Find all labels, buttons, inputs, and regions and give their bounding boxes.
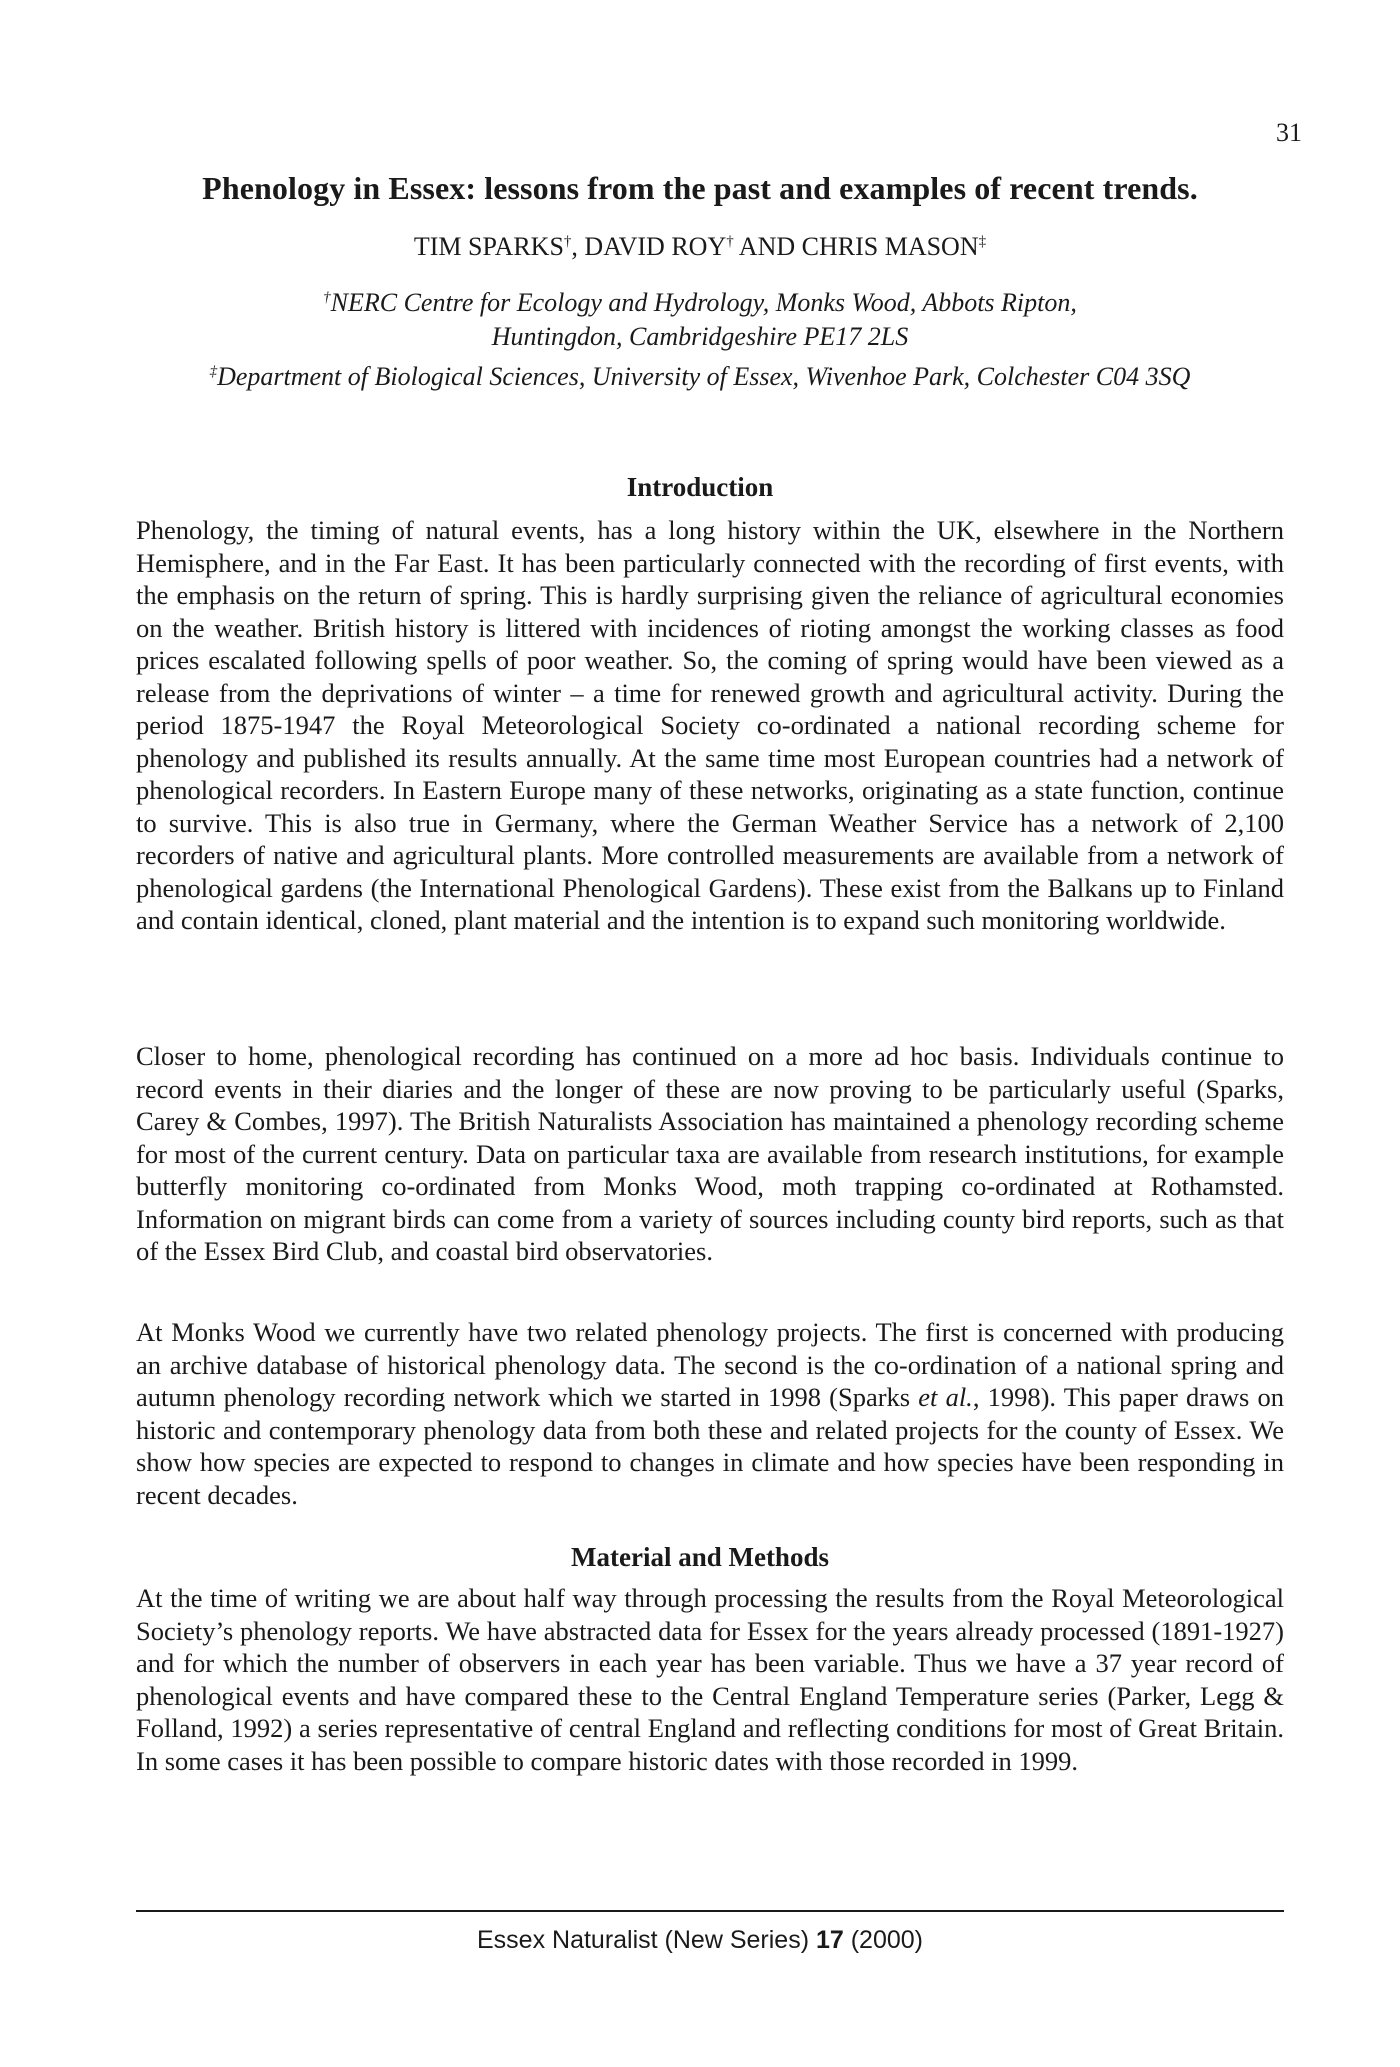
- journal-name: Essex Naturalist (New Series): [476, 1926, 816, 1954]
- author-name: AND CHRIS MASON: [733, 232, 979, 261]
- footer-divider: [136, 1910, 1284, 1912]
- author-name: , DAVID ROY: [571, 232, 727, 261]
- methods-paragraph-1: At the time of writing we are about half way through processing the results from the Royal Meteorological Society’s phenology reports. We have abstracted data for Essex for the years already processed (1891-1927) and for which the number of observers in each year has been variable. Thus we have a 37 year record of phenological events and have compared these to the Central England Temperature series (Parker, Legg & Folland, 1992) a series representative of central England and reflecting conditions for most of Great Britain. In some cases it has been possible to compare historic dates with those recorded in 1999.: [136, 1583, 1284, 1776]
- paragraph-text: At Monks Wood we currently have two related phenology projects. The first is concerned with producing an archive database of historical phenology data. The second is the co-ordination of a national spring and autumn phenology recording network which we started in 1998 (Sparks: [136, 1317, 1284, 1412]
- intro-paragraph-2: Closer to home, phenological recording has continued on a more ad hoc basis. Individuals continue to record events in their diaries and the longer of these are now proving to be particularly useful (Sparks, Carey & Combes, 1997). The British Naturalists Association has maintained a phenology recording scheme for most of the current century. Data on particular taxa are available from research institutions, for example butterfly monitoring co-ordinated from Monks Wood, moth trapping co-ordinated at Rothamsted. Information on migrant birds can come from a variety of sources including county bird reports, such as that of the Essex Bird Club, and coastal bird observatories.: [136, 1041, 1284, 1266]
- author-line: [0, 232, 1400, 262]
- affiliation-line: [0, 360, 1400, 394]
- affiliation-essex: [0, 360, 1400, 394]
- page-number: 31: [1276, 118, 1302, 147]
- affiliation-nerc: [0, 286, 1400, 354]
- footnote-mark: ‡: [978, 233, 987, 250]
- footnote-mark: ‡: [209, 363, 218, 380]
- footnote-mark: †: [323, 289, 331, 306]
- journal-footer: [0, 1926, 1400, 1955]
- section-heading-introduction: Introduction: [626, 472, 774, 502]
- author-name: TIM SPARKS: [413, 232, 564, 261]
- intro-paragraph-3: [136, 1316, 1284, 1511]
- affiliation-text: NERC Centre for Ecology and Hydrology, Monks Wood, Abbots Ripton,: [330, 288, 1077, 317]
- paragraph-text: , 1998). This paper draws on historic and contemporary phenology data from both these and related projects for the county of Essex. We show how species are expected to respond to changes in climate and how species have been responding in recent decades.: [136, 1382, 1284, 1510]
- intro-paragraph-1: Phenology, the timing of natural events, has a long history within the UK, elsewhere in the Northern Hemisphere, and in the Far East. It has been particularly connected with the recording of first events, with the emphasis on the return of spring. This is hardly surprising given the reliance of agricultural economies on the weather. British history is littered with incidences of rioting amongst the working classes as food prices escalated following spells of poor weather. So, the coming of spring would have been viewed as a release from the deprivations of winter – a time for renewed growth and agricultural activity. During the period 1875-1947 the Royal Meteorological Society co-ordinated a national recording scheme for phenology and published its results annually. At the same time most European countries had a network of phenological recorders. In Eastern Europe many of these networks, originating as a state function, continue to survive. This is also true in Germany, where the German Weather Service has a network of 2,100 recorders of native and agricultural plants. More controlled measurements are available from a network of phenological gardens (the International Phenological Gardens). These exist from the Balkans up to Finland and contain identical, cloned, plant material and the intention is to expand such monitoring worldwide.: [136, 515, 1284, 935]
- footnote-mark: †: [726, 233, 734, 250]
- affiliation-line: Huntingdon, Cambridgeshire PE17 2LS: [491, 322, 909, 351]
- affiliation-line: [0, 286, 1400, 320]
- footnote-mark: †: [563, 233, 572, 250]
- article-title: Phenology in Essex: lessons from the past and examples of recent trends.: [202, 170, 1198, 206]
- journal-year: (2000): [843, 1926, 923, 1954]
- affiliation-text: Department of Biological Sciences, University of Essex, Wivenhoe Park, Colchester C04 3SQ: [217, 362, 1191, 391]
- section-heading-methods: Material and Methods: [571, 1542, 829, 1572]
- citation-et-al: et al.: [918, 1382, 973, 1412]
- journal-volume: 17: [815, 1926, 844, 1954]
